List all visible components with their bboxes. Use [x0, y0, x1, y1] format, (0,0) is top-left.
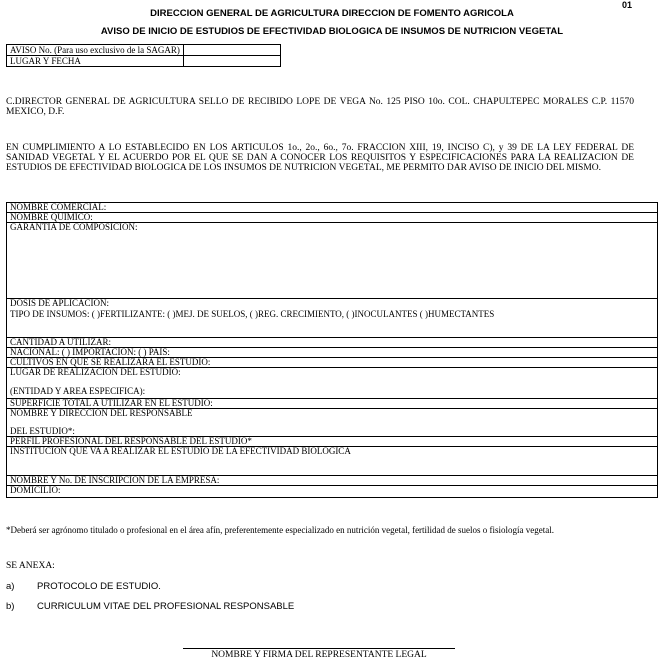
aviso-row — [7, 45, 281, 56]
annex-item — [6, 581, 161, 592]
header-form-title: AVISO DE INICIO DE ESTUDIOS DE EFECTIVIDAD BIOLOGICA DE INSUMOS DE NUTRICION VEGETAL — [100, 26, 564, 37]
aviso-number-field[interactable] — [184, 45, 281, 56]
lugar-fecha-row — [7, 56, 281, 67]
header-agency-title: DIRECCION GENERAL DE AGRICULTURA DIRECCION DE FOMENTO AGRICOLA — [150, 8, 514, 19]
garantia-composicion-label: GARANTIA DE COMPOSICION: — [10, 222, 138, 232]
institucion-field[interactable] — [7, 447, 657, 476]
dosis-aplicacion-label: DOSIS DE APLICACION: — [10, 298, 110, 308]
tipo-insumos-field[interactable] — [7, 310, 657, 338]
nombre-quimico-label: NOMBRE QUIMICO: — [10, 212, 93, 222]
lugar-fecha-field[interactable] — [184, 56, 281, 67]
aviso-number-label: AVISO No. (Para uso exclusivo de la SAGAR) — [7, 45, 184, 56]
footnote: *Deberá ser agrónomo titulado o profesional en el área afín, preferentemente especializado en nutrición vegetal, fertilidad de suelos o fisiología vegetal. — [6, 525, 555, 535]
lugar-realizacion-sublabel: (ENTIDAD Y AREA ESPECIFICA): — [10, 386, 146, 396]
garantia-composicion-field[interactable] — [7, 223, 657, 299]
cultivos-label: CULTIVOS EN QUE SE REALIZARA EL ESTUDIO: — [10, 357, 211, 367]
nombre-empresa-field[interactable] — [7, 476, 657, 486]
lugar-realizacion-label: LUGAR DE REALIZACION DEL ESTUDIO: — [10, 367, 181, 377]
annex-item-letter: a) — [6, 581, 15, 592]
lugar-realizacion-field[interactable] — [7, 368, 657, 399]
annex-item-letter: b) — [6, 601, 15, 612]
domicilio-field[interactable] — [7, 486, 657, 497]
nombre-empresa-label: NOMBRE Y No. DE INSCRIPCION DE LA EMPRESA: — [10, 475, 220, 485]
legal-basis-paragraph: EN CUMPLIMIENTO A LO ESTABLECIDO EN LOS ARTICULOS 1o., 2o., 6o., 7o. FRACCION XIII, 19, INCISO C), y 39 DE LA LEY FEDERAL DE SANIDAD VEGETAL Y EL ACUERDO POR EL QUE SE DAN A CONOCER LOS REQUISITOS Y ESPECIFICACIONES PARA LA REALIZACION DE ESTUDIOS DE EFECTIVIDAD BIOLOGICA DE LOS INSUMOS DE NUTRICION VEGETAL, ME PERMITO DAR AVISO DE INICIO DEL MISMO. — [6, 143, 634, 173]
cantidad-utilizar-label: CANTIDAD A UTILIZAR: — [10, 337, 111, 347]
form-number: 01 — [622, 0, 633, 10]
nombre-comercial-field[interactable] — [7, 203, 657, 213]
institucion-label: INSTITUCION QUE VA A REALIZAR EL ESTUDIO DE LA EFECTIVIDAD BIOLOGICA — [10, 446, 351, 456]
origen-label: NACIONAL: ( ) IMPORTACION: ( ) PAIS: — [10, 347, 170, 357]
annex-item-text: CURRICULUM VITAE DEL PROFESIONAL RESPONSABLE — [37, 601, 295, 612]
nombre-comercial-label: NOMBRE COMERCIAL: — [10, 202, 107, 212]
superficie-label: SUPERFICIE TOTAL A UTILIZAR EN EL ESTUDIO: — [10, 398, 213, 408]
annex-title: SE ANEXA: — [6, 561, 55, 571]
responsable-label: NOMBRE Y DIRECCION DEL RESPONSABLE — [10, 408, 193, 418]
director-address-paragraph: C.DIRECTOR GENERAL DE AGRICULTURA SELLO DE RECIBIDO LOPE DE VEGA No. 125 PISO 10o. COL. CHAPULTEPEC MORALES C.P. 11570 MEXICO, D.F. — [6, 97, 634, 117]
domicilio-label: DOMICILIO: — [10, 485, 61, 495]
responsable-field[interactable] — [7, 409, 657, 437]
aviso-table — [6, 44, 281, 67]
lugar-fecha-label: LUGAR Y FECHA — [7, 56, 184, 67]
responsable-sublabel: DEL ESTUDIO*: — [10, 426, 75, 436]
annex-item — [6, 601, 294, 612]
perfil-profesional-label: PERFIL PROFESIONAL DEL RESPONSABLE DEL ESTUDIO* — [10, 436, 252, 446]
tipo-insumos-label: TIPO DE INSUMOS: ( )FERTILIZANTE: ( )MEJ. DE SUELOS, ( )REG. CRECIMIENTO, ( )INOCULANTES ( )HUMECTANTES — [10, 309, 495, 319]
study-details-form — [6, 202, 658, 498]
annex-item-text: PROTOCOLO DE ESTUDIO. — [37, 581, 161, 592]
signature-line: NOMBRE Y FIRMA DEL REPRESENTANTE LEGAL — [183, 648, 455, 660]
